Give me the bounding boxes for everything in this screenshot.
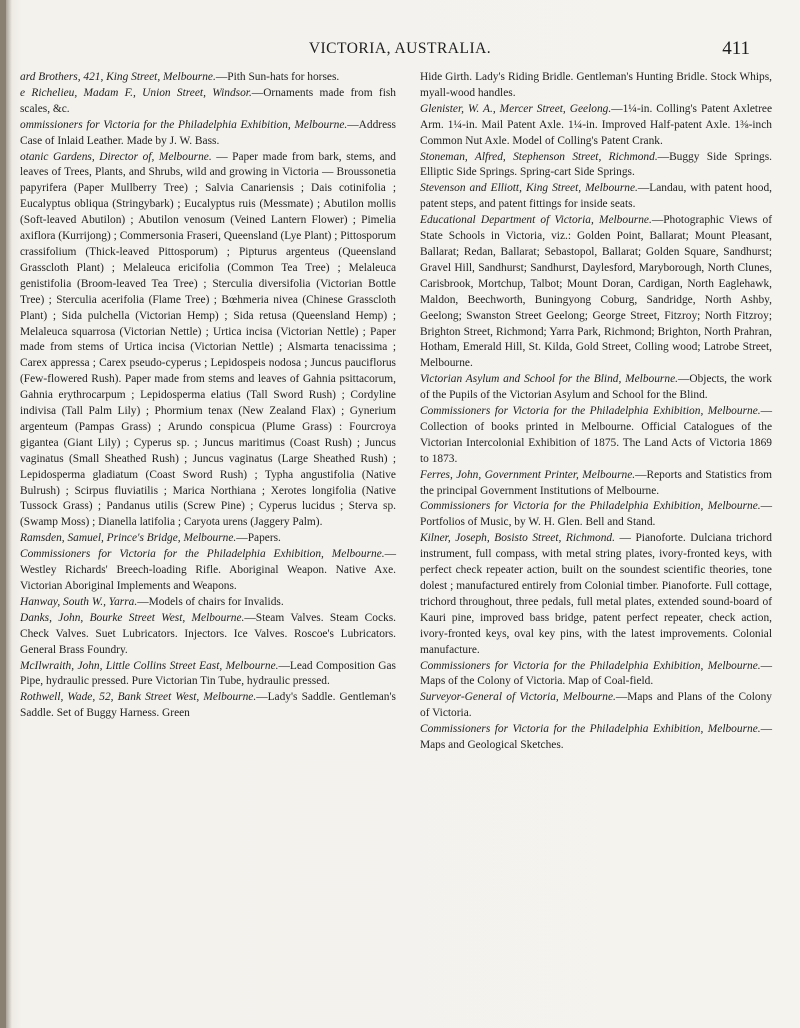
exhibitor-name: Commissioners for Victoria for the Philadelphia Exhibition, Melbourne. — [420, 500, 761, 513]
catalogue-entry — [420, 150, 772, 182]
page-header — [0, 40, 800, 64]
exhibit-description: —Maps of the Colony of Victoria. Map of Coal-field. — [420, 659, 772, 688]
exhibitor-name: McIlwraith, John, Little Collins Street East, Melbourne. — [20, 659, 279, 672]
exhibit-description: —Photographic Views of State Schools in Victoria, viz.: Golden Point, Ballarat; Mount Pleasant, Ballarat; Redan, Ballarat; Sebastopol, Ballarat; Golden Square, Sandhurst; Gravel Hill, Sandhurst; Sandhurst, Daylesford, Maryborough, North Clunes, Carisbrook, Mortchup, Talbot; Mount Doran, Cardigan, North Eaglehawk, Maldon, Beechworth, Buningyong Coburg, Sandridge, North Ashby, Geelong; Swanston Street Geelong; George Street, Fitzroy; North Fitzroy; Brighton Street, Richmond; Yarra Park, Richmond; Brighton, North Prahran, Hotham, Emerald Hill, St. Kilda, Gold Street, Colling wood; Latrobe Street, Melbourne. — [420, 214, 772, 370]
book-gutter-shadow — [6, 0, 12, 1028]
catalogue-entry — [420, 213, 772, 372]
exhibit-description: — Paper made from bark, stems, and leaves of Trees, Plants, and Shrubs, wild and growing in Victoria — Broussonetia papyrifera (Paper Mullberry Tree) ; Salvia Canariensis ; Dais cotinifolia ; Eucalyptus obliqua (Stringybark) ; Eucalyptus ruis (Messmate) ; Abutilon mollis (Soft-leaved Abutilon) ; Abutilon venosum (Veined Lantern Flower) ; Pimelia axiflora (Kurrijong) ; Commersonia Fraseri, Queensland (Lye Plant) ; Pittosporum crassifolium (Thick-leaved Pittosporum) ; Pipturus argenteus (Queensland Grasscloth Plant) ; Melaleuca ericifolia (Common Tea Tree) ; Melaleuca genistifolia (Broom-leaved Tea Tree) ; Sterculia diversifolia (Victorian Bottle Tree) ; Sterculia acerifolia (Flame Tree) ; Bœhmeria nivea (Chinese Grasscloth Plant) ; Sida pulchella (Victorian Hemp) ; Sida retusa (Queensland Hemp) ; Melaleuca squarrosa (Victorian Nettle) ; Urtica incisa (Victorian Nettle) ; Paper made from stems of Urtica incisa (Victorian Nettle) ; Alsmarta tenacissima ; Carex appressa ; Carex pseudo-cyperus ; Lepidospeis nodosa ; Juncus pauciflorus (Few-flowered Rush). Paper made from stems and leaves of Gahnia psittacorum, Gahnia erythrocarpum ; Lepidosperma elatius (Tall Sword Rush) ; Cordyline indivisa (Tall Palm Lily) ; Phormium tenax (New Zealand Flax) ; Gynerium argenteum (Pampas Grass) ; Arundo conspicua (Plume Grass) : Fourcroya gigantea (Giant Lily) ; Cyperus sp. ; Juncus maritimus (Coast Rush) ; Juncus vaginatus (Small Sheathed Rush) ; Juncus vaginatus (Large Sheathed Rush) ; Lepidosperma gladiatum (Coast Sword Rush) ; Typha angustifolia (Native Bulrush) ; Scirpus fluviatilis ; Marica Northiana ; Xerotes longifolia (Native Tussock Grass) ; Pandanus utilis (Screw Pine) ; Cyperus lucidus ; Sterva sp. (Swamp Moss) ; Dianella latifolia ; Caryota urens (Jaggery Palm). — [20, 150, 396, 529]
exhibit-description: —Address Case of Inlaid Leather. Made by J. W. Bass. — [20, 118, 396, 147]
exhibit-description: —Portfolios of Music, by W. H. Glen. Bell and Stand. — [420, 500, 772, 529]
exhibit-description: —Models of chairs for Invalids. — [137, 595, 284, 608]
exhibitor-name: Victorian Asylum and School for the Blind, Melbourne. — [420, 373, 678, 386]
exhibit-description: —Landau, with patent hood, patent steps, and patent fittings for inside seats. — [420, 182, 772, 211]
catalogue-entry — [16, 86, 396, 118]
exhibitor-name: Stevenson and Elliott, King Street, Melbourne. — [420, 182, 638, 195]
exhibit-description: —Reports and Statistics from the principal Government Institutions of Melbourne. — [420, 468, 772, 497]
exhibit-description: —Objects, the work of the Pupils of the Victorian Asylum and School for the Blind. — [420, 373, 772, 402]
exhibitor-name: Glenister, W. A., Mercer Street, Geelong. — [420, 102, 612, 115]
right-column — [420, 70, 772, 754]
page-number: 411 — [722, 38, 750, 59]
exhibitor-name: ard Brothers, 421, King Street, Melbourne. — [20, 71, 216, 83]
exhibit-description: —Lead Composition Gas Pipe, hydraulic pressed. Pure Victorian Tin Tube, hydraulic pressed. — [20, 659, 396, 688]
catalogue-entry — [420, 181, 772, 213]
catalogue-entry — [420, 499, 772, 531]
exhibitor-name: Commissioners for Victoria for the Philadelphia Exhibition, Melbourne. — [20, 548, 385, 561]
catalogue-entry — [16, 531, 396, 547]
exhibit-description: —1¼-in. Colling's Patent Axletree Arm. 1¼-in. Mail Patent Axle. 1¼-in. Improved Half-patent Axle. 1⅜-inch Common Nut Axle. Model of Colling's Patent Crank. — [420, 102, 772, 147]
exhibitor-name: otanic Gardens, Director of, Melbourne. — [20, 150, 212, 163]
exhibitor-name: Rothwell, Wade, 52, Bank Street West, Melbourne. — [20, 691, 257, 704]
exhibitor-name: Danks, John, Bourke Street West, Melbourne. — [20, 611, 245, 624]
exhibitor-name: Commissioners for Victoria for the Philadelphia Exhibition, Melbourne. — [420, 405, 761, 418]
exhibitor-name: Educational Department of Victoria, Melbourne. — [420, 214, 652, 227]
running-head: VICTORIA, AUSTRALIA. — [308, 40, 492, 57]
exhibit-description: —Buggy Side Springs. Elliptic Side Springs. Spring-cart Side Springs. — [420, 150, 772, 179]
exhibitor-name: ommissioners for Victoria for the Philadelphia Exhibition, Melbourne. — [20, 118, 348, 131]
left-column — [16, 70, 396, 722]
exhibit-description: —Lady's Saddle. Gentleman's Saddle. Set of Buggy Harness. Green — [20, 691, 396, 720]
catalogue-entry — [420, 404, 772, 468]
exhibitor-name: Ferres, John, Government Printer, Melbourne. — [420, 468, 636, 481]
catalogue-entry — [420, 531, 772, 658]
catalogue-entry — [420, 659, 772, 691]
catalogue-entry — [16, 150, 396, 532]
exhibitor-name: e Richelieu, Madam F., Union Street, Windsor. — [20, 86, 252, 99]
catalogue-entry — [16, 118, 396, 150]
exhibit-description: —Ornaments made from fish scales, &c. — [20, 86, 396, 115]
exhibitor-name: Commissioners for Victoria for the Philadelphia Exhibition, Melbourne. — [420, 659, 761, 672]
catalogue-entry — [16, 690, 396, 722]
exhibit-description: —Pith Sun-hats for horses. — [215, 71, 340, 83]
exhibitor-name: Hanway, South W., Yarra. — [20, 595, 138, 608]
exhibit-description: Hide Girth. Lady's Riding Bridle. Gentleman's Hunting Bridle. Stock Whips, myall-wood handles. — [420, 71, 772, 99]
exhibitor-name: Kilner, Joseph, Bosisto Street, Richmond. — [420, 532, 615, 545]
exhibitor-name: Surveyor-General of Victoria, Melbourne. — [420, 691, 616, 704]
exhibit-description: — Pianoforte. Dulciana trichord instrument, full compass, with metal string plates, ivory-fronted keys, with perfect check repeater action, built on the soundest scientific theories, tone dolest ; manufactured entirely from Colonial timber. Pianoforte. Full cottage, trichord throughout, three pedals, full metal plates, extended sound-board of Kauri pine, improved bass bridge, patent perfect repeater, check action, ivory-fronted keys, oval key pins, with the latest improvements. Colonial manufacture. — [420, 532, 773, 656]
exhibitor-name: Commissioners for Victoria for the Philadelphia Exhibition, Melbourne. — [420, 723, 761, 736]
exhibitor-name: Stoneman, Alfred, Stephenson Street, Richmond. — [420, 150, 658, 163]
catalogue-entry — [16, 70, 396, 86]
catalogue-entry — [420, 70, 772, 102]
catalogue-entry — [420, 722, 772, 754]
exhibit-description: —Westley Richards' Breech-loading Rifle. Aboriginal Weapon. Native Axe. Victorian Aboriginal Implements and Weapons. — [20, 548, 396, 592]
exhibit-description: —Steam Valves. Steam Cocks. Check Valves. Suet Lubricators. Injectors. Ice Valves. Roscoe's Lubricators. General Brass Foundry. — [20, 611, 396, 656]
catalogue-entry — [16, 611, 396, 659]
catalogue-entry — [420, 372, 772, 404]
exhibit-description: —Collection of books printed in Melbourne. Official Catalogues of the Victorian Intercolonial Exhibition of 1875. The Land Acts of Victoria 1869 to 1873. — [420, 405, 772, 465]
exhibit-description: —Maps and Plans of the Colony of Victoria. — [420, 691, 772, 720]
catalogue-entry — [420, 102, 772, 150]
exhibitor-name: Ramsden, Samuel, Prince's Bridge, Melbourne. — [20, 532, 237, 545]
exhibit-description: —Papers. — [236, 532, 281, 545]
catalogue-entry — [16, 659, 396, 691]
catalogue-entry — [420, 690, 772, 722]
catalogue-entry — [16, 595, 396, 611]
catalogue-entry — [16, 547, 396, 595]
exhibit-description: —Maps and Geological Sketches. — [420, 723, 772, 752]
catalogue-entry — [420, 468, 772, 500]
